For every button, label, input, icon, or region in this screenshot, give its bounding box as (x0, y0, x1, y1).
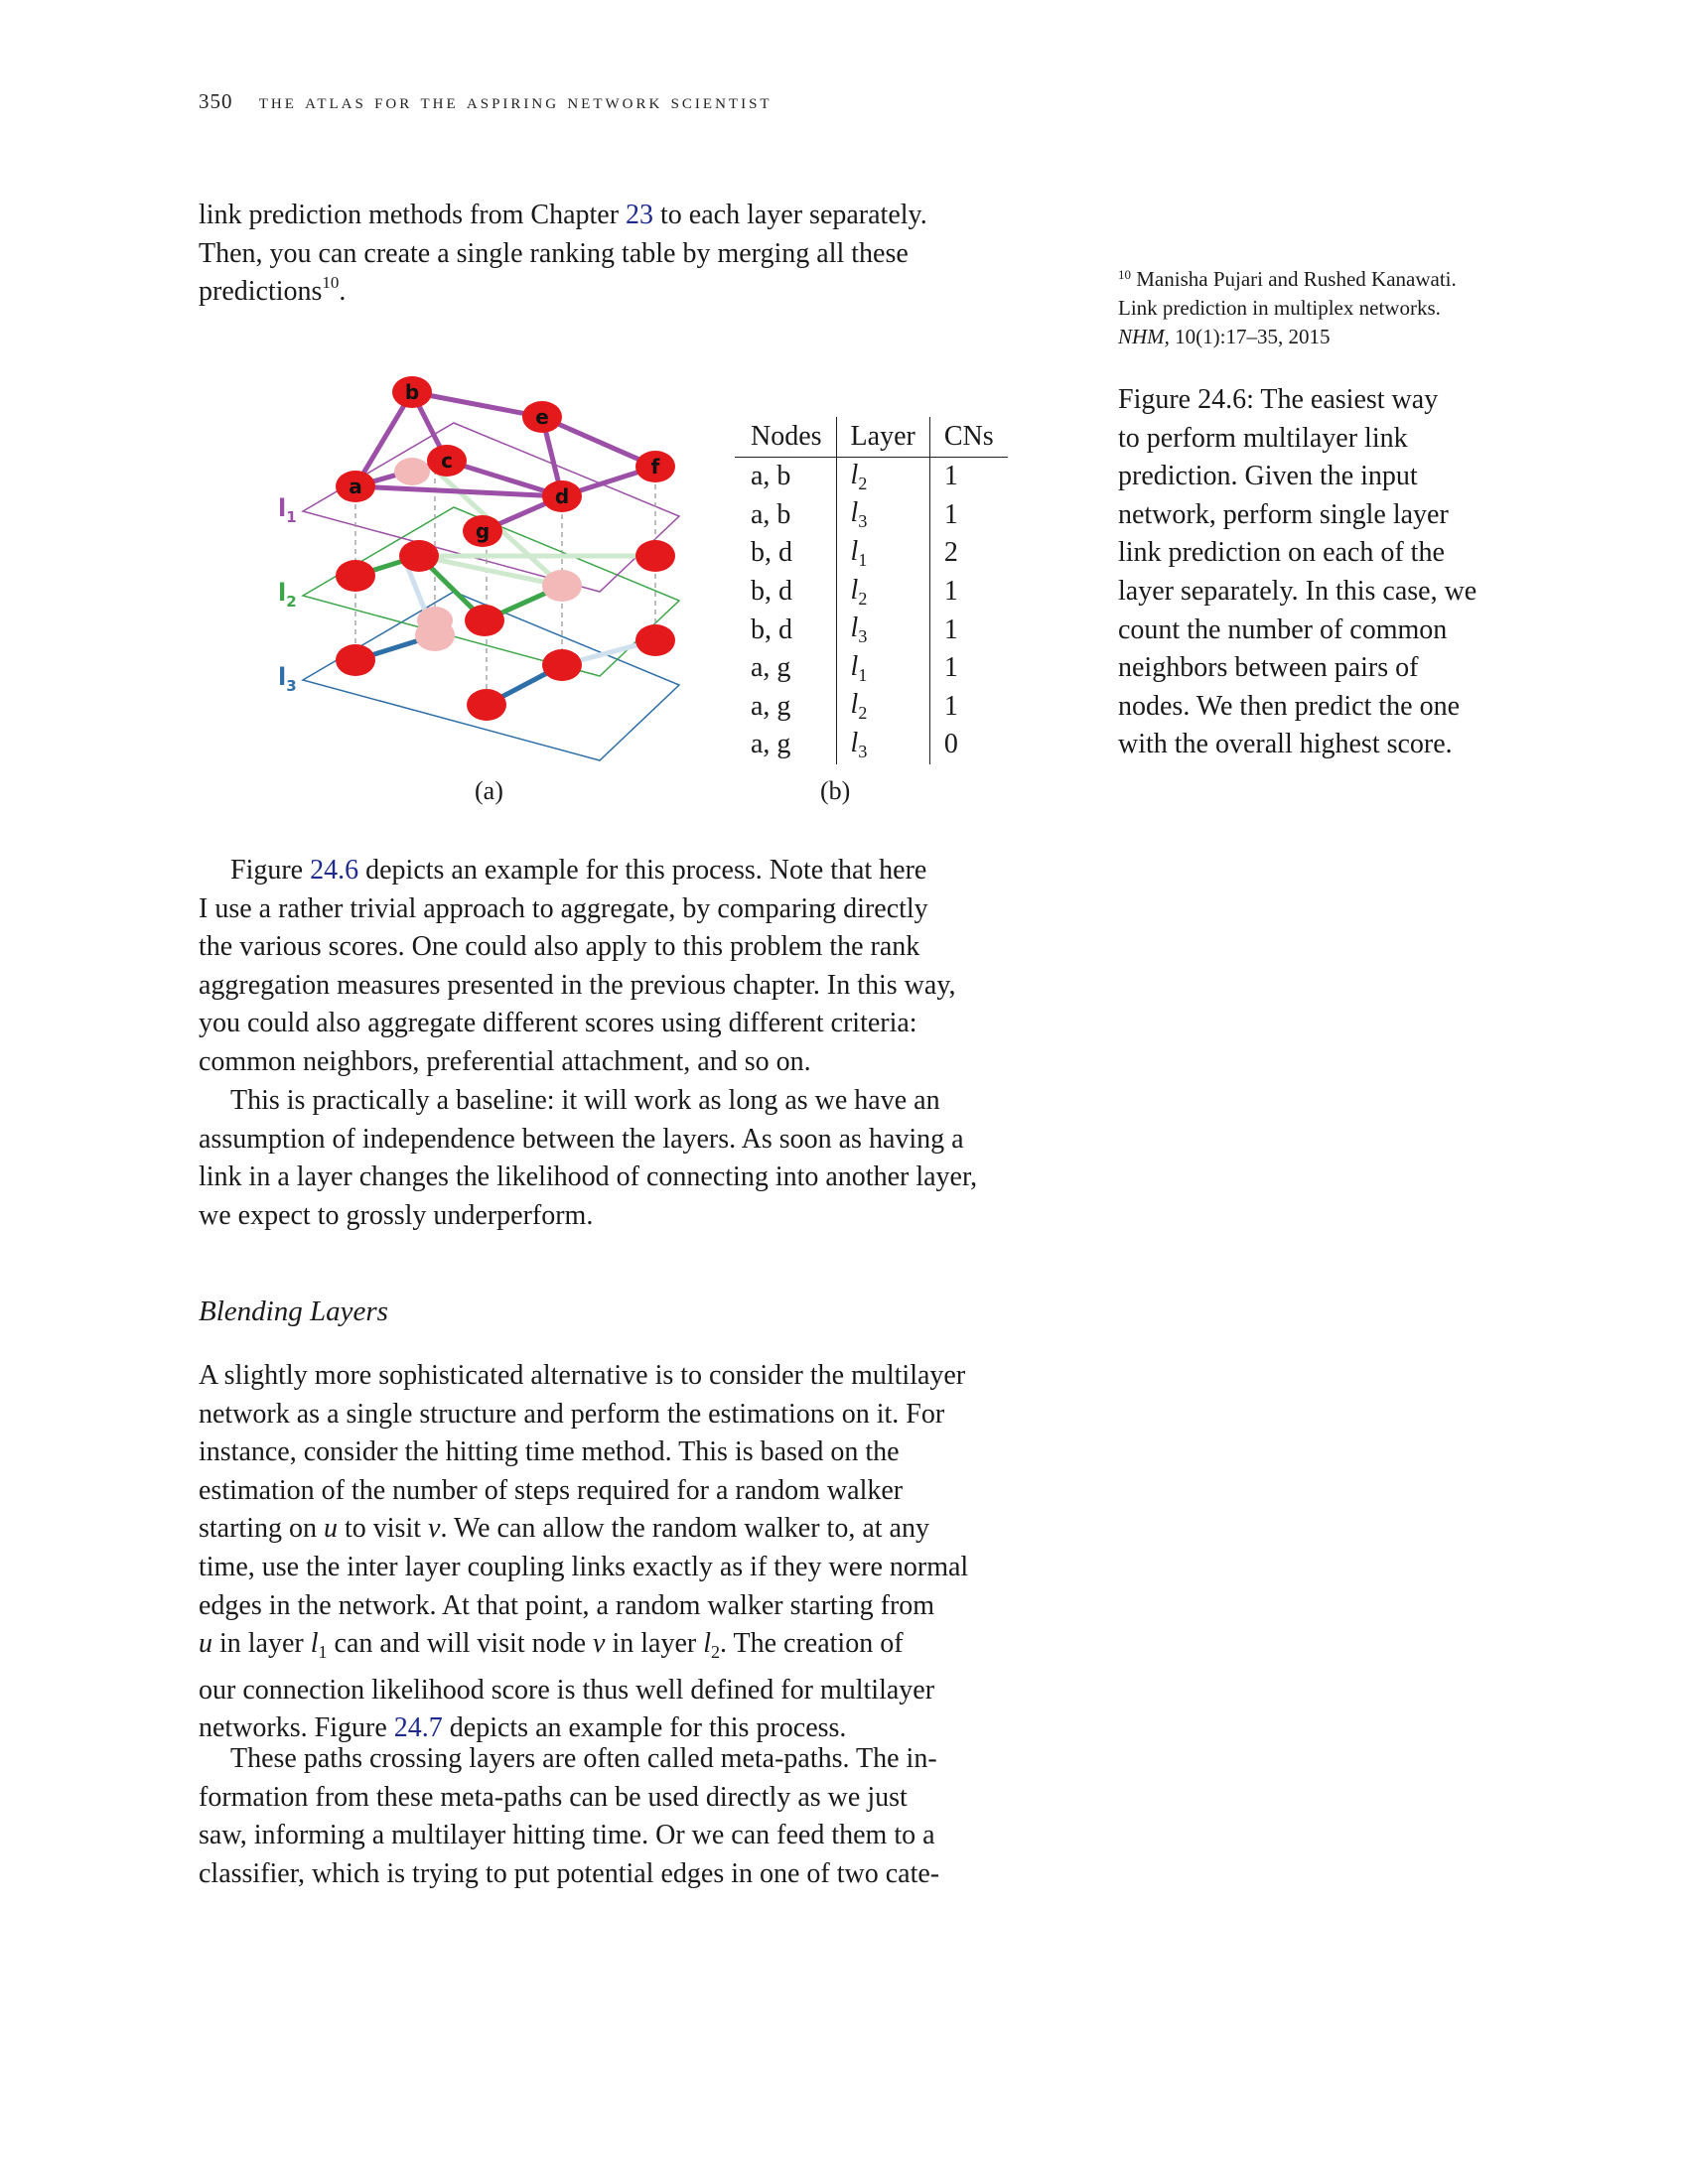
cell-nodes: b, d (735, 611, 836, 649)
cell-layer: $l_2$ (836, 688, 929, 727)
coupling-links (355, 467, 655, 705)
node-g (463, 515, 502, 547)
para2-line: link in a layer changes the likelihood of connecting into another layer, (199, 1161, 978, 1193)
layer-label-l3: $l_3$ (278, 663, 297, 695)
node-label: d (554, 484, 570, 508)
para4-line: classifier, which is trying to put potential edges in one of two cate- (199, 1857, 940, 1889)
para1-line: I use a rather trivial approach to aggregate, by comparing directly (199, 892, 928, 924)
col-header-layer: Layer (836, 417, 929, 458)
panel-label-a: (a) (475, 776, 503, 805)
multilayer-network-diagram (258, 357, 715, 774)
math-sub: 2 (711, 1642, 721, 1663)
para3-line: estimation of the number of steps required for a random walker (199, 1474, 904, 1506)
node-label: g (475, 519, 491, 543)
sidenote-details: , 10(1):17–35, 2015 (1164, 325, 1331, 348)
node-label: a (349, 475, 362, 498)
para3-line: network as a single structure and perform the estimations on it. For (199, 1398, 945, 1430)
para3-line: our connection likelihood score is thus well defined for multilayer (199, 1674, 935, 1706)
math-l: l (703, 1628, 712, 1660)
cell-layer: $l_3$ (836, 726, 929, 764)
para1-line: aggregation measures presented in the previous chapter. In this way, (199, 969, 956, 1001)
para3-text: in layer (212, 1628, 311, 1660)
math-v: v (593, 1628, 606, 1660)
col-header-cns: CNs (929, 417, 1007, 458)
cell-cns: 1 (943, 498, 958, 530)
cell-layer: $l_3$ (836, 496, 929, 535)
math-sub: 1 (318, 1642, 328, 1663)
math-u: u (324, 1513, 338, 1545)
para4-line: These paths crossing layers are often called meta-paths. The in- (230, 1743, 937, 1774)
caption-line: to perform multilayer link (1118, 422, 1408, 454)
table-row (735, 688, 1008, 727)
intro-line-1-end: to each layer separately. (653, 200, 927, 230)
para3-line: starting on (199, 1513, 324, 1545)
sidenote-title: Link prediction in multiplex networks. (1118, 296, 1441, 320)
caption-line: prediction. Given the input (1118, 461, 1418, 492)
paragraph-2 (199, 1082, 1068, 1235)
sidenote-authors: Manisha Pujari and Rushed Kanawati. (1136, 267, 1457, 291)
cell-nodes: b, d (735, 573, 836, 612)
intro-line-1: link prediction methods from Chapter (199, 200, 627, 230)
paragraph-1 (199, 852, 1068, 1082)
running-header (199, 89, 773, 114)
cell-cns: 1 (943, 690, 958, 722)
cell-layer: $l_1$ (836, 534, 929, 573)
cell-layer: $l_1$ (836, 649, 929, 688)
node-a (336, 471, 375, 502)
para1-start: Figure (230, 855, 311, 886)
para1-line-1: depicts an example for this process. Note that here (358, 855, 927, 886)
math-l: l (310, 1628, 319, 1660)
panel-label-b: (b) (820, 776, 851, 805)
node-label: f (650, 455, 660, 478)
chapter-link[interactable]: 23 (626, 200, 654, 230)
layer-label-l2: $l_2$ (278, 579, 297, 611)
cell-cns: 1 (943, 614, 958, 645)
para3-line: edges in the network. At that point, a random walker starting from (199, 1589, 935, 1621)
para2-line: we expect to grossly underperform. (199, 1199, 594, 1231)
para3-text: can and will visit node (327, 1628, 594, 1660)
cell-cns: 1 (943, 652, 958, 684)
intro-paragraph (199, 197, 1068, 312)
para3-text: depicts an example for this process. (442, 1712, 847, 1744)
node-d (542, 480, 582, 512)
caption-line: neighbors between pairs of (1118, 652, 1419, 684)
figure-caption (1118, 381, 1525, 764)
para4-line: formation from these meta-paths can be used directly as we just (199, 1781, 908, 1813)
para3-line: time, use the inter layer coupling links exactly as if they were normal (199, 1551, 969, 1582)
layer-label-l1: $l_1$ (278, 494, 297, 526)
cell-layer: $l_3$ (836, 611, 929, 649)
table-row (735, 573, 1008, 612)
para1-line: the various scores. One could also apply to this problem the rank (199, 931, 920, 963)
para3-text: . The creation of (720, 1628, 904, 1660)
para3-line: A slightly more sophisticated alternative is to consider the multilayer (199, 1360, 966, 1391)
caption-line: with the overall highest score. (1118, 729, 1453, 760)
table-row (735, 726, 1008, 764)
layer-l3-nodes (336, 619, 675, 721)
node-c (427, 445, 467, 477)
section-heading: Blending Layers (199, 1296, 388, 1327)
cell-layer: $l_2$ (836, 458, 929, 496)
intro-line-3-end: . (339, 276, 347, 308)
cell-nodes: a, g (735, 649, 836, 688)
node-label: e (535, 405, 549, 429)
sidenote (1118, 260, 1525, 351)
para4-line: saw, informing a multilayer hitting time. Or we can feed them to a (199, 1820, 935, 1851)
node-b (392, 376, 432, 408)
table-row (735, 534, 1008, 573)
node-e (522, 401, 562, 433)
footnote-marker[interactable]: 10 (322, 273, 340, 293)
caption-line: link prediction on each of the (1118, 537, 1445, 569)
math-v: v (428, 1513, 441, 1545)
figure-link-24-7[interactable]: 24.7 (393, 1712, 443, 1744)
figure-link-24-6[interactable]: 24.6 (310, 855, 359, 886)
para1-line: common neighbors, preferential attachment, and so on. (199, 1045, 811, 1077)
caption-line: layer separately. In this case, we (1118, 575, 1477, 607)
para1-line: you could also aggregate different scores using different criteria: (199, 1008, 917, 1039)
running-title: the atlas for the aspiring network scientist (258, 89, 773, 113)
page-number: 350 (199, 89, 233, 113)
cell-nodes: a, g (735, 688, 836, 727)
table-row (735, 649, 1008, 688)
para2-line: This is practically a baseline: it will work as long as we have an (230, 1085, 940, 1116)
para3-line: networks. Figure (199, 1712, 394, 1744)
cell-cns: 1 (943, 461, 958, 492)
node-label: b (404, 380, 420, 404)
paragraph-3 (199, 1357, 1068, 1748)
col-header-nodes: Nodes (735, 417, 836, 458)
node-f (635, 451, 675, 482)
cell-nodes: a, b (735, 458, 836, 496)
caption-line: Figure 24.6: The easiest way (1118, 384, 1439, 415)
math-u: u (199, 1628, 212, 1660)
table-header-row (735, 417, 1008, 458)
para3-text: to visit (338, 1513, 429, 1545)
para2-line: assumption of independence between the layers. As soon as having a (199, 1123, 964, 1155)
table-row (735, 496, 1008, 535)
common-neighbors-table (735, 417, 1008, 764)
intro-line-3: predictions (199, 276, 323, 308)
cell-cns: 2 (943, 537, 958, 569)
para3-text: in layer (605, 1628, 704, 1660)
para3-line: instance, consider the hitting time method. This is based on the (199, 1436, 900, 1468)
cell-nodes: a, g (735, 726, 836, 764)
cell-nodes: b, d (735, 534, 836, 573)
cell-layer: $l_2$ (836, 573, 929, 612)
node-label: c (441, 449, 453, 473)
caption-line: count the number of common (1118, 614, 1448, 645)
layer-l3-edges (355, 566, 655, 705)
cell-nodes: a, b (735, 496, 836, 535)
caption-line: nodes. We then predict the one (1118, 690, 1461, 722)
table-row (735, 458, 1008, 496)
sidenote-number: 10 (1118, 267, 1131, 282)
cell-cns: 1 (943, 576, 958, 608)
caption-line: network, perform single layer (1118, 498, 1449, 530)
table-row (735, 611, 1008, 649)
paragraph-4 (199, 1740, 1068, 1893)
intro-line-2: Then, you can create a single ranking table by merging all these (199, 237, 909, 269)
sidenote-venue: NHM (1118, 325, 1165, 348)
para3-text: . We can allow the random walker to, at any (440, 1513, 929, 1545)
cell-cns: 0 (943, 729, 958, 760)
